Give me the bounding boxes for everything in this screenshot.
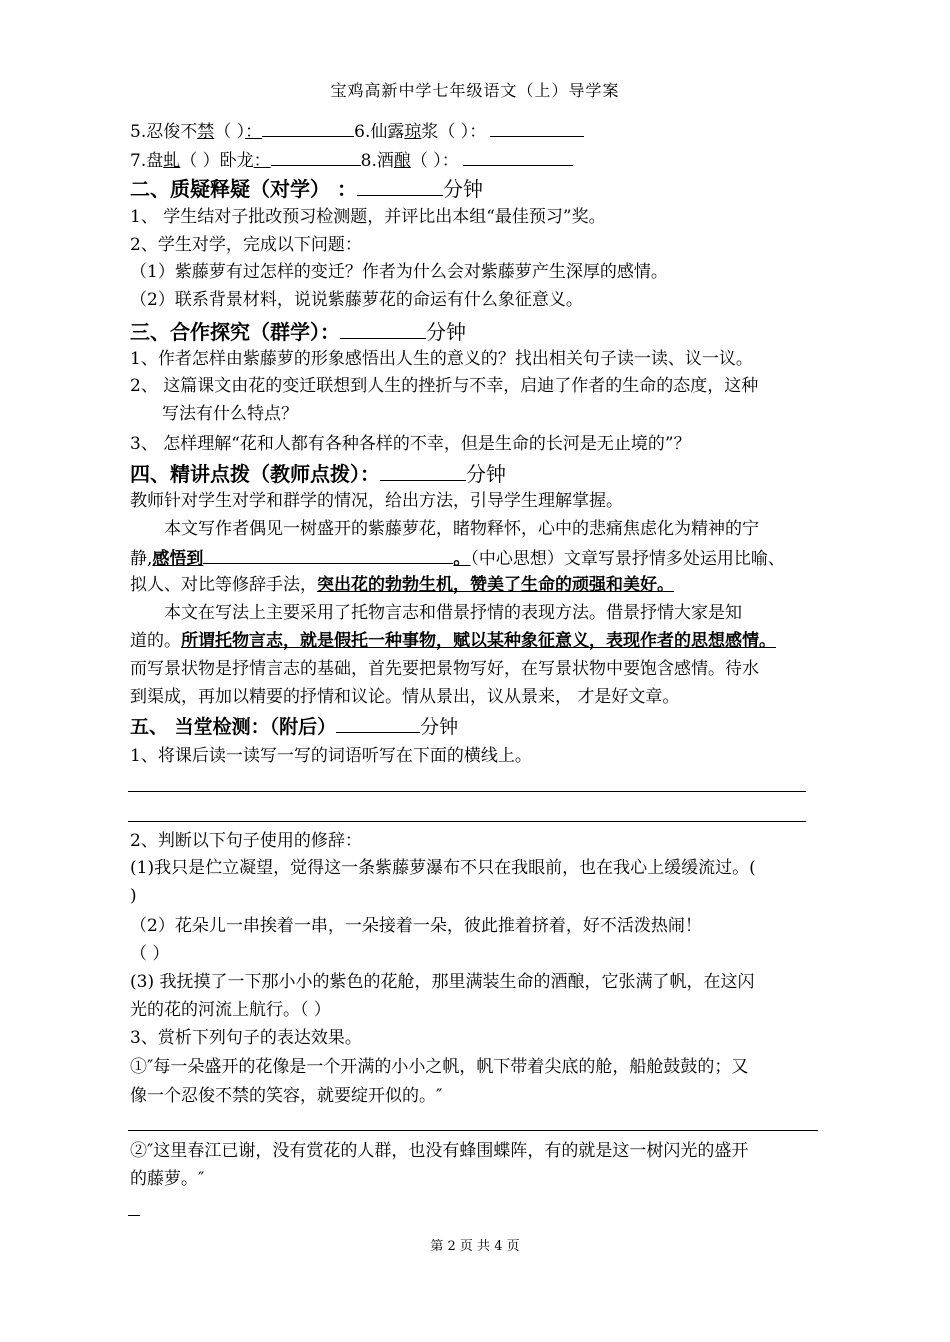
sec4-p2-line2: 道的。所谓托物言志，就是假托一种事物，赋以某种象征意义，表现作者的思想感情。 xyxy=(130,631,776,651)
answer-blank[interactable] xyxy=(490,118,584,137)
minutes-blank[interactable] xyxy=(336,712,420,733)
sec3-q2-line2: 写法有什么特点？ xyxy=(162,404,298,424)
section-5-heading: 五、 当堂检测：（附后） 分钟 xyxy=(130,712,458,740)
sec5-q2: 2、判断以下句子使用的修辞： xyxy=(130,831,362,851)
sentence-2-line2: 的藤萝。″ xyxy=(130,1169,205,1189)
sec4-p2-line4: 到渠成，再加以精要的抒情和议论。情从景出，议从景来， 才是好文章。 xyxy=(130,687,680,707)
answer-blank[interactable] xyxy=(203,545,453,564)
vocab-line-5-6: 5.忍俊不禁（ ）： 6.仙露琼浆（ ）： xyxy=(130,118,584,144)
section-4-heading: 四、精讲点拨（教师点拨）： 分钟 xyxy=(130,458,506,488)
sec5-q2-1-line1: (1)我只是伫立凝望，觉得这一条紫藤萝瀑布不只在我眼前，也在我心上缓缓流过。( xyxy=(130,858,756,878)
page-footer: 第 2 页 共 4 页 xyxy=(430,1239,520,1254)
sec3-q1: 1、作者怎样由紫藤萝的形象感悟出人生的意义的？找出相关句子读一读、议一议。 xyxy=(130,349,753,369)
sec4-p2-line1: 本文在写法上主要采用了托物言志和借景抒情的表现方法。借景抒情大家是知 xyxy=(164,603,742,623)
minutes-blank[interactable] xyxy=(357,173,443,196)
sentence-2-line1: ②″这里春江已谢，没有赏花的人群，也没有蜂围蝶阵，有的就是这一树闪光的盛开 xyxy=(130,1141,749,1161)
sec5-q3: 3、赏析下列句子的表达效果。 xyxy=(130,1028,362,1048)
section-2-heading: 二、质疑释疑（对学） ： 分钟 xyxy=(130,173,483,203)
minutes-blank[interactable] xyxy=(340,316,426,339)
answer-blank[interactable] xyxy=(271,147,361,166)
sec5-q2-3-line2: 光的花的河流上航行。（ ） xyxy=(130,1000,331,1020)
section-3-heading: 三、合作探究（群学）： 分钟 xyxy=(130,316,466,346)
sec4-p2-line3: 而写景状物是抒情言志的基础，首先要把景物写好，在写景状物中要饱含感情。待水 xyxy=(130,659,759,679)
sec5-q2-1-line2: ) xyxy=(130,886,137,906)
sec4-p1-line3: 拟人、对比等修辞手法，突出花的勃勃生机，赞美了生命的顽强和美好。 xyxy=(130,575,674,595)
sec2-q1: 1、 学生结对子批改预习检测题，并评比出本组“最佳预习”奖。 xyxy=(130,207,606,227)
sec2-q2: 2、学生对学，完成以下问题： xyxy=(130,235,362,255)
vocab-line-7-8: 7.盘虬（ ）卧龙： 8.酒酿（ ）： xyxy=(130,147,573,173)
answer-line[interactable] xyxy=(128,791,806,792)
answer-line-stub[interactable] xyxy=(128,1215,140,1216)
sentence-1-line2: 像一个忍俊不禁的笑容，就要绽开似的。″ xyxy=(130,1086,443,1106)
minutes-blank[interactable] xyxy=(380,458,466,481)
sec4-p1-line1: 本文写作者偶见一树盛开的紫藤萝花，睹物释怀，心中的悲痛焦虑化为精神的宁 xyxy=(164,519,759,539)
sec3-q2-line1: 2、 这篇课文由花的变迁联想到人生的挫折与不幸，启迪了作者的生命的态度，这种 xyxy=(130,376,759,396)
answer-line[interactable] xyxy=(128,1130,818,1131)
answer-line[interactable] xyxy=(128,821,806,822)
answer-blank[interactable] xyxy=(463,147,573,166)
sec4-p1-line2: 静,感悟到 。（中心思想）文章写景抒情多处运用比喻、 xyxy=(130,545,785,571)
sec5-q2-2-line1: （2）花朵儿一串挨着一串，一朵接着一朵，彼此推着挤着，好不活泼热闹！ xyxy=(130,916,702,936)
sentence-1-line1: ①″每一朵盛开的花像是一个开满的小小之帆，帆下带着尖底的舱，船舱鼓鼓的；又 xyxy=(130,1057,749,1077)
page-header: 宝鸡高新中学七年级语文（上）导学案 xyxy=(330,81,620,100)
sec5-q2-3-line1: (3) 我抚摸了一下那小小的紫色的花舱，那里满装生命的酒酿，它张满了帆，在这闪 xyxy=(130,972,755,992)
answer-blank[interactable] xyxy=(262,118,354,137)
sec5-q1: 1、将课后读一读写一写的词语听写在下面的横线上。 xyxy=(130,746,532,766)
sec4-intro: 教师针对学生对学和群学的情况，给出方法，引导学生理解掌握。 xyxy=(130,491,623,511)
sec2-q2a: （1）紫藤萝有过怎样的变迁？作者为什么会对紫藤萝产生深厚的感情。 xyxy=(130,262,668,282)
sec3-q3: 3、 怎样理解“花和人都有各种各样的不幸，但是生命的长河是无止境的”？ xyxy=(130,434,691,454)
sec5-q2-2-line2: （ ） xyxy=(130,944,170,964)
sec2-q2b: （2）联系背景材料，说说紫藤萝花的命运有什么象征意义。 xyxy=(130,290,583,310)
